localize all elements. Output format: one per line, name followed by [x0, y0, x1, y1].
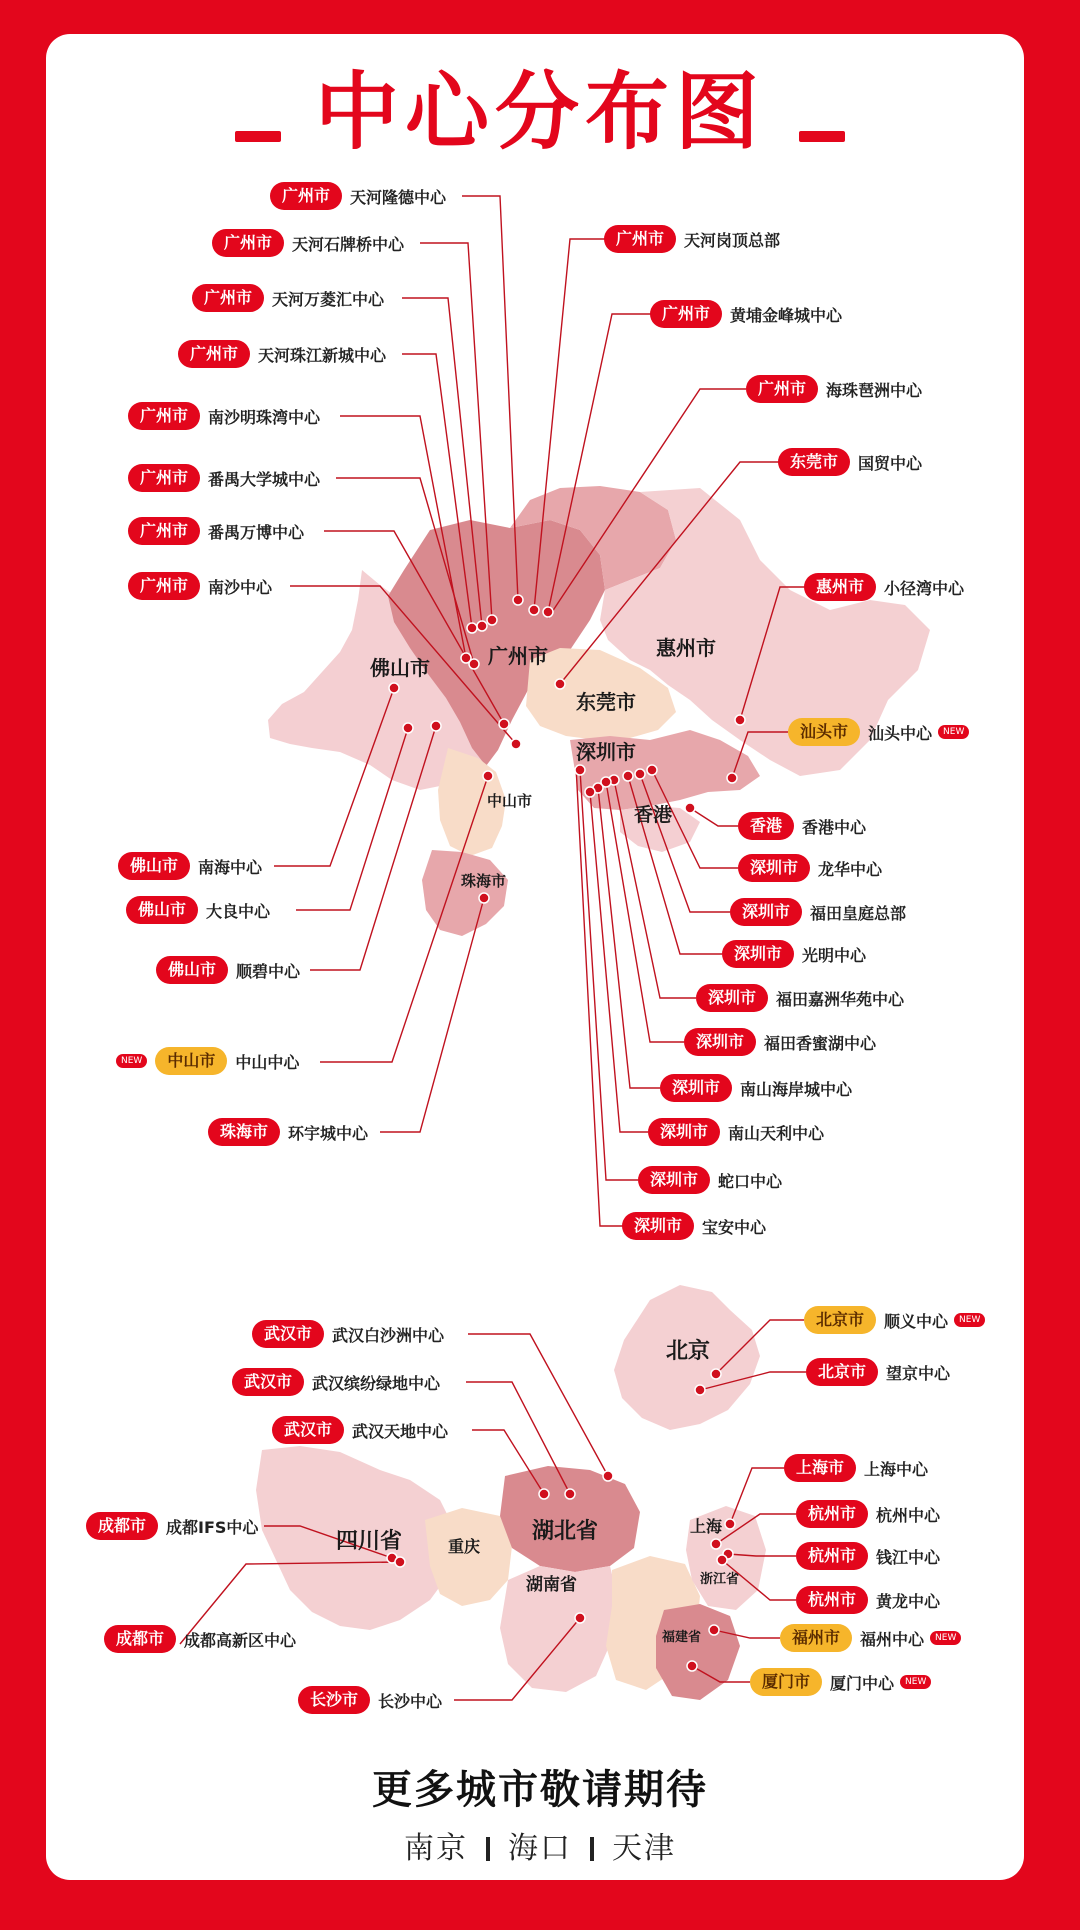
map-pin-icon	[511, 739, 521, 749]
new-badge: NEW	[938, 725, 969, 739]
center-name: 海珠琶洲中心	[826, 380, 923, 400]
map-pin-icon	[467, 623, 477, 633]
city-badge: 广州市	[270, 182, 342, 210]
center-name: 武汉白沙洲中心	[332, 1325, 445, 1345]
center-name: 小径湾中心	[884, 578, 965, 598]
region-label-hubei: 湖北省	[532, 1519, 599, 1544]
new-badge: NEW	[954, 1313, 985, 1327]
map-pin-icon	[623, 771, 633, 781]
footer-cities	[0, 1823, 1080, 1867]
region-label-fujian: 福建省	[662, 1630, 702, 1645]
city-badge: 武汉市	[252, 1320, 324, 1348]
center-name: 龙华中心	[818, 859, 883, 879]
center-name: 杭州中心	[876, 1505, 941, 1525]
center-label	[648, 1117, 824, 1147]
center-label	[118, 851, 262, 881]
city-badge: 深圳市	[622, 1212, 694, 1240]
center-name: 长沙中心	[378, 1691, 443, 1711]
center-name: 天河珠江新城中心	[258, 345, 387, 365]
map-pin-icon	[431, 721, 441, 731]
center-label	[778, 447, 922, 477]
center-name: 望京中心	[886, 1363, 951, 1383]
map-pin-icon	[565, 1489, 575, 1499]
center-name: 南山天利中心	[728, 1123, 825, 1143]
region-shape-zhuhai	[422, 850, 508, 936]
center-name: 福田香蜜湖中心	[764, 1033, 877, 1053]
center-label	[638, 1165, 782, 1195]
map-pin-icon	[685, 803, 695, 813]
new-badge: NEW	[900, 1675, 931, 1689]
map-pin-icon	[555, 679, 565, 689]
map-pin-icon	[647, 765, 657, 775]
leader-line	[468, 1334, 608, 1476]
center-name: 番禺大学城中心	[208, 469, 321, 489]
city-badge: 珠海市	[208, 1118, 280, 1146]
center-label	[650, 299, 842, 329]
center-label	[738, 853, 882, 883]
city-badge: 武汉市	[272, 1416, 344, 1444]
center-name: 番禺万博中心	[208, 522, 305, 542]
region-label-hunan: 湖南省	[526, 1575, 577, 1595]
map-pin-icon	[499, 719, 509, 729]
region-label-shanghai: 上海	[690, 1517, 723, 1536]
center-label	[784, 1453, 928, 1483]
center-label	[178, 339, 386, 369]
center-label	[738, 811, 866, 841]
city-badge: 香港	[738, 812, 794, 840]
center-name: 南海中心	[198, 857, 263, 877]
separator	[486, 1837, 490, 1861]
center-label	[156, 955, 300, 985]
center-label	[684, 1027, 876, 1057]
city-badge: 深圳市	[696, 984, 768, 1012]
center-name: 福州中心	[860, 1629, 925, 1649]
center-name: 中山中心	[235, 1052, 300, 1072]
map-pin-icon	[711, 1539, 721, 1549]
map-pin-icon	[575, 765, 585, 775]
map-pin-icon	[711, 1369, 721, 1379]
center-label	[126, 895, 270, 925]
city-badge: 深圳市	[738, 854, 810, 882]
footer-city: 天津	[612, 1831, 676, 1866]
center-name: 上海中心	[864, 1459, 929, 1479]
center-name: 汕头中心	[868, 723, 933, 743]
center-name: 宝安中心	[702, 1217, 767, 1237]
center-label	[780, 1623, 961, 1653]
center-name: 顺碧中心	[236, 961, 301, 981]
city-badge: 中山市	[155, 1047, 227, 1075]
center-label	[128, 571, 272, 601]
center-label	[298, 1685, 442, 1715]
center-label	[722, 939, 866, 969]
map-pin-icon	[479, 893, 489, 903]
footer-city: 南京	[404, 1831, 468, 1866]
region-label-hongkong: 香港	[634, 804, 673, 826]
map-pin-icon	[717, 1555, 727, 1565]
center-name: 黄埔金峰城中心	[730, 305, 843, 325]
city-badge: 汕头市	[788, 718, 860, 746]
center-label	[86, 1511, 258, 1541]
map-pin-icon	[513, 595, 523, 605]
center-name: 天河隆德中心	[350, 187, 447, 207]
center-name: 成都高新区中心	[184, 1630, 297, 1650]
city-badge: 深圳市	[638, 1166, 710, 1194]
region-label-huizhou: 惠州市	[656, 636, 716, 660]
region-label-beijing: 北京	[666, 1339, 711, 1364]
center-label	[208, 1117, 368, 1147]
center-label	[232, 1367, 440, 1397]
center-label	[604, 224, 780, 254]
map-pin-icon	[725, 1519, 735, 1529]
center-name: 南沙明珠湾中心	[208, 407, 321, 427]
map-pin-icon	[695, 1385, 705, 1395]
region-label-sichuan: 四川省	[336, 1529, 403, 1554]
center-name: 天河万菱汇中心	[272, 289, 385, 309]
page-title: 中心分布图	[314, 63, 765, 161]
map-pin-icon	[469, 659, 479, 669]
center-name: 顺义中心	[884, 1311, 949, 1331]
map-pin-icon	[487, 615, 497, 625]
map-pin-icon	[403, 723, 413, 733]
center-name: 武汉缤纷绿地中心	[312, 1373, 441, 1393]
center-label	[272, 1415, 448, 1445]
center-label	[788, 717, 969, 747]
center-name: 光明中心	[802, 945, 867, 965]
city-badge: 广州市	[128, 464, 200, 492]
city-badge: 成都市	[86, 1512, 158, 1540]
center-name: 蛇口中心	[718, 1171, 783, 1191]
city-badge: 东莞市	[778, 448, 850, 476]
city-badge: 厦门市	[750, 1668, 822, 1696]
region-label-shenzhen: 深圳市	[576, 740, 636, 764]
center-label	[796, 1585, 940, 1615]
region-label-foshan: 佛山市	[370, 656, 430, 680]
region-label-guangzhou: 广州市	[488, 644, 548, 668]
map-pin-icon	[575, 1613, 585, 1623]
center-name: 福田皇庭总部	[810, 903, 907, 923]
region-label-zhuhai: 珠海市	[461, 872, 507, 890]
city-badge: 深圳市	[648, 1118, 720, 1146]
region-shape-chongqing	[425, 1508, 512, 1606]
center-name: 成都IFS中心	[166, 1517, 259, 1537]
center-name: 武汉天地中心	[352, 1421, 449, 1441]
center-name: 黄龙中心	[876, 1591, 941, 1611]
new-badge: NEW	[116, 1054, 147, 1068]
city-badge: 杭州市	[796, 1586, 868, 1614]
center-label	[660, 1073, 852, 1103]
region-shape-fujian	[656, 1604, 740, 1700]
center-label	[128, 401, 320, 431]
center-name: 大良中心	[206, 901, 271, 921]
city-badge: 北京市	[804, 1306, 876, 1334]
new-badge: NEW	[930, 1631, 961, 1645]
center-label	[806, 1357, 950, 1387]
map-pin-icon	[585, 787, 595, 797]
map-pin-icon	[539, 1489, 549, 1499]
center-name: 香港中心	[802, 817, 867, 837]
center-label	[270, 181, 446, 211]
city-badge: 广州市	[128, 517, 200, 545]
center-label	[696, 983, 904, 1013]
map-pin-icon	[635, 769, 645, 779]
city-badge: 深圳市	[722, 940, 794, 968]
map-pin-icon	[735, 715, 745, 725]
city-badge: 深圳市	[730, 898, 802, 926]
city-badge: 广州市	[128, 572, 200, 600]
city-badge: 杭州市	[796, 1500, 868, 1528]
center-name: 钱江中心	[876, 1547, 941, 1567]
city-badge: 广州市	[650, 300, 722, 328]
map-pin-icon	[709, 1625, 719, 1635]
city-badge: 惠州市	[804, 573, 876, 601]
city-badge: 杭州市	[796, 1542, 868, 1570]
leader-line	[380, 898, 484, 1132]
center-label	[746, 374, 922, 404]
center-label	[804, 1305, 985, 1335]
center-label	[796, 1499, 940, 1529]
city-badge: 佛山市	[126, 896, 198, 924]
city-badge: 上海市	[784, 1454, 856, 1482]
region-label-zhongshan: 中山市	[487, 792, 533, 810]
map-pin-icon	[389, 683, 399, 693]
city-badge: 成都市	[104, 1625, 176, 1653]
city-badge: 广州市	[604, 225, 676, 253]
center-name: 天河岗顶总部	[684, 230, 781, 250]
city-badge: 深圳市	[660, 1074, 732, 1102]
map-pin-icon	[483, 771, 493, 781]
city-badge: 北京市	[806, 1358, 878, 1386]
center-label	[128, 516, 304, 546]
region-label-dongguan: 东莞市	[576, 690, 636, 714]
city-badge: 广州市	[212, 229, 284, 257]
footer-headline: 更多城市敬请期待	[372, 1767, 708, 1813]
center-label	[750, 1667, 931, 1697]
center-label	[212, 228, 404, 258]
center-label	[252, 1319, 444, 1349]
city-badge: 佛山市	[118, 852, 190, 880]
center-name: 南山海岸城中心	[740, 1079, 853, 1099]
city-badge: 福州市	[780, 1624, 852, 1652]
center-label	[128, 463, 320, 493]
center-name: 南沙中心	[208, 577, 273, 597]
center-label	[730, 897, 906, 927]
center-label	[116, 1046, 299, 1076]
center-label	[192, 283, 384, 313]
center-name: 国贸中心	[858, 453, 923, 473]
city-badge: 广州市	[746, 375, 818, 403]
city-badge: 广州市	[192, 284, 264, 312]
city-badge: 深圳市	[684, 1028, 756, 1056]
region-label-zhejiang: 浙江省	[700, 1572, 740, 1587]
region-label-chongqing: 重庆	[448, 1537, 481, 1556]
center-label	[796, 1541, 940, 1571]
footer-city: 海口	[508, 1831, 572, 1866]
center-label	[104, 1624, 296, 1654]
map-pin-icon	[529, 605, 539, 615]
separator	[590, 1837, 594, 1861]
map-pin-icon	[727, 773, 737, 783]
map-pin-icon	[543, 607, 553, 617]
city-badge: 佛山市	[156, 956, 228, 984]
center-name: 福田嘉洲华苑中心	[776, 989, 905, 1009]
map-pin-icon	[477, 621, 487, 631]
city-badge: 广州市	[178, 340, 250, 368]
center-label	[622, 1211, 766, 1241]
city-badge: 长沙市	[298, 1686, 370, 1714]
map-pin-icon	[687, 1661, 697, 1671]
center-name: 天河石牌桥中心	[292, 234, 405, 254]
center-label	[804, 572, 964, 602]
map-pin-icon	[395, 1557, 405, 1567]
city-badge: 广州市	[128, 402, 200, 430]
center-name: 厦门中心	[830, 1673, 895, 1693]
map-pin-icon	[603, 1471, 613, 1481]
city-badge: 武汉市	[232, 1368, 304, 1396]
center-name: 环宇城中心	[288, 1123, 369, 1143]
